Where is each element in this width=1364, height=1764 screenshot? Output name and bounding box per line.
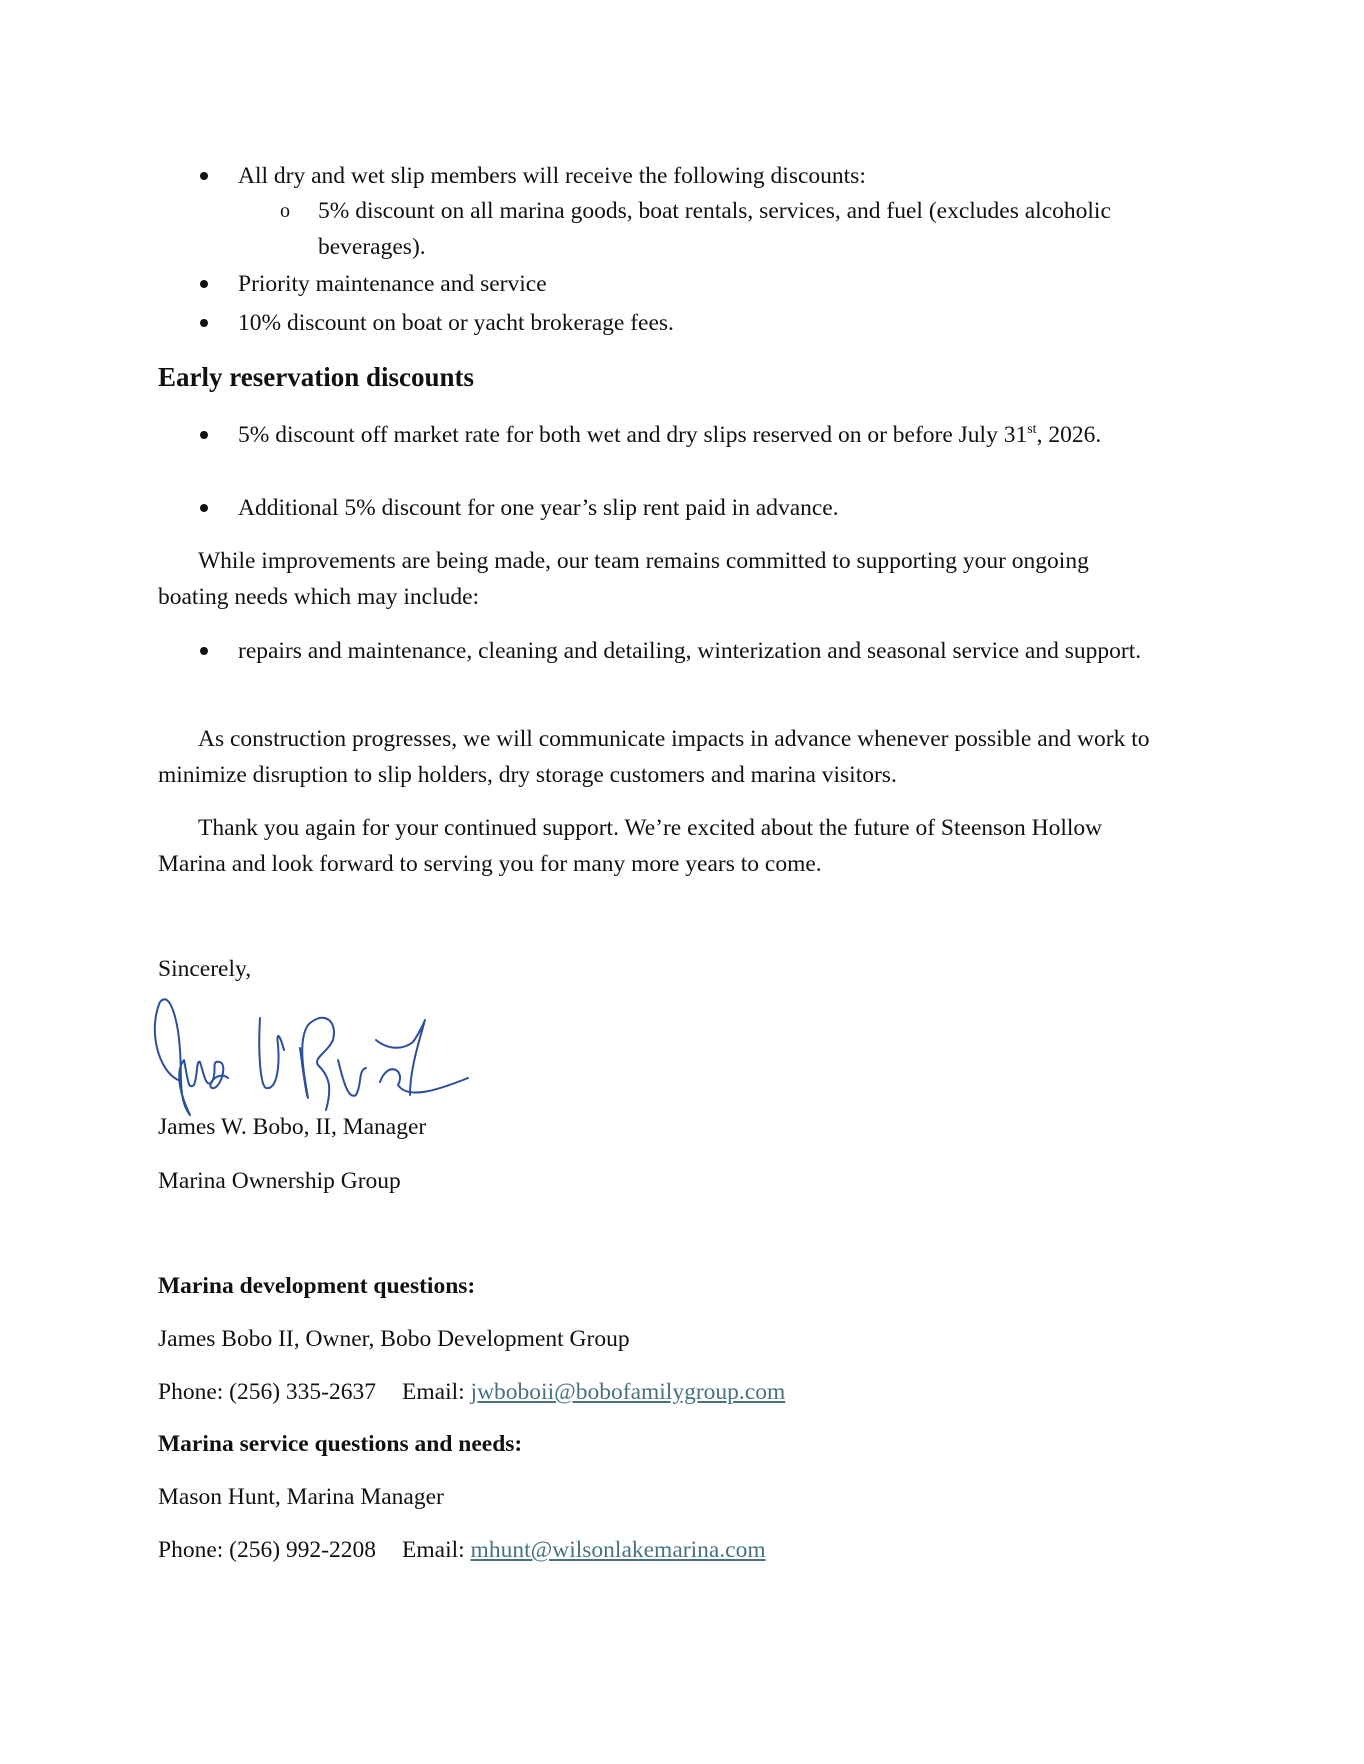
service-contact-line	[158, 1532, 766, 1568]
ordinal-suffix: st	[1027, 422, 1037, 438]
list-item: Additional 5% discount for one year’s slip rent paid in advance.	[238, 495, 839, 521]
service-contact-heading: Marina service questions and needs:	[158, 1431, 523, 1457]
signature-image	[148, 990, 478, 1120]
list-item: 10% discount on boat or yacht brokerage fees.	[238, 310, 674, 336]
development-contact-line	[158, 1374, 785, 1410]
member-discount-sub-item: 5% discount on all marina goods, boat rentals, services, and fuel (excludes alcoholic beverages).	[318, 198, 1111, 260]
improvements-paragraph: While improvements are being made, our team remains committed to supporting your ongoing boating needs which may include:	[158, 548, 1089, 610]
list-item: Priority maintenance and service	[238, 271, 547, 297]
thanks-paragraph: Thank you again for your continued support. We’re excited about the future of Steenson Hollow Marina and look forward to serving you for many more years to come.	[158, 815, 1103, 877]
signatory-name: James W. Bobo, II, Manager	[158, 1114, 427, 1140]
list-item	[238, 417, 1168, 453]
development-contact-heading: Marina development questions:	[158, 1273, 476, 1299]
phone-label: Phone:	[158, 1379, 224, 1405]
list-item: repairs and maintenance, cleaning and detailing, winterization and seasonal service and support.	[238, 638, 1142, 664]
salutation: Sincerely,	[158, 956, 252, 982]
early-discounts-heading: Early reservation discounts	[158, 362, 474, 392]
service-contact-person: Mason Hunt, Marina Manager	[158, 1484, 444, 1510]
construction-paragraph: As construction progresses, we will communicate impacts in advance whenever possible and work to minimize disruption to slip holders, dry storage customers and marina visitors.	[158, 726, 1150, 788]
member-discounts-intro: All dry and wet slip members will receive the following discounts:	[238, 163, 866, 189]
phone-number: (256) 335-2637	[229, 1379, 377, 1405]
item-text: 5% discount off market rate for both wet and dry slips reserved on or before July 31	[238, 422, 1028, 448]
email-link[interactable]: jwboboii@bobofamilygroup.com	[470, 1379, 786, 1405]
phone-label: Phone:	[158, 1537, 224, 1563]
email-label: Email:	[402, 1379, 465, 1405]
circle-bullet-icon: o	[280, 200, 290, 222]
email-link[interactable]: mhunt@wilsonlakemarina.com	[470, 1537, 766, 1563]
phone-number: (256) 992-2208	[229, 1537, 377, 1563]
development-contact-person: James Bobo II, Owner, Bobo Development Group	[158, 1326, 630, 1352]
signatory-org: Marina Ownership Group	[158, 1168, 401, 1194]
email-label: Email:	[402, 1537, 465, 1563]
item-text: , 2026.	[1036, 422, 1102, 448]
